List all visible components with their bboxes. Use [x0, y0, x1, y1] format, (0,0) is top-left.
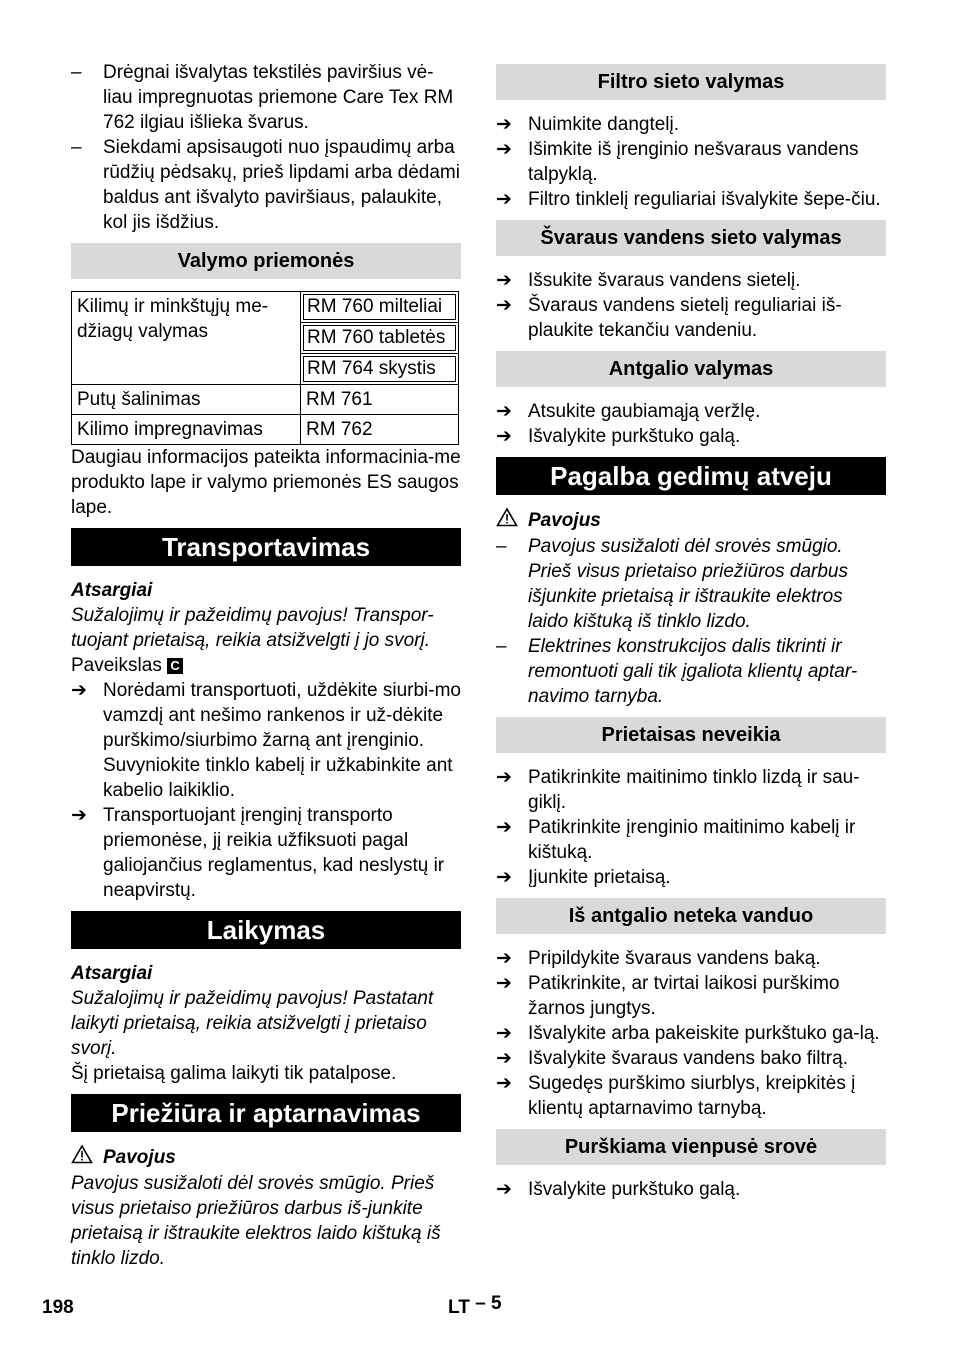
list-item [496, 1021, 886, 1046]
list-item-text: Transportuojant įrenginį transporto priemonėse, jį reikia užfiksuoti pagal galiojančius reglamentus, kad neslystų ir neapvirstų. [103, 805, 445, 901]
list-item [496, 765, 886, 815]
arrow-right-icon: ➔ [496, 295, 512, 316]
dash-marker: – [496, 536, 507, 557]
section-heading-transport: Transportavimas [71, 528, 461, 566]
list-item-text: Išimkite iš įrenginio nešvaraus vandens talpyklą. [528, 139, 859, 185]
table-cell [301, 292, 459, 323]
caution-text: Sužalojimų ir pažeidimų pavojus! Transpor-tuojant prietaisą, reikia atsižvelgti į jo svorį. [71, 605, 434, 651]
list-item-text: Išvalykite purkštuko galą. [528, 1179, 741, 1200]
danger-title: Pavojus [103, 1147, 176, 1168]
arrow-right-icon: ➔ [71, 680, 87, 701]
table-cell: RM 761 [301, 385, 459, 415]
list-item [496, 815, 886, 865]
table-cell: Kilimų ir minkštųjų me-džiagų valymas [72, 292, 301, 385]
arrow-right-icon: ➔ [496, 973, 512, 994]
caution-title: Atsargiai [71, 580, 153, 601]
section-heading-no-water: Iš antgalio neteka vanduo [496, 898, 886, 934]
list-item [71, 678, 461, 803]
table-cell-value: RM 764 skystis [303, 356, 456, 382]
section-heading-not-working: Prietaisas neveikia [496, 717, 886, 753]
arrow-right-icon: ➔ [496, 1073, 512, 1094]
list-item-text-wrapper [103, 678, 461, 803]
list-item-text: Išvalykite purkštuko galą. [528, 426, 741, 447]
list-item-text: Norėdami transportuoti, uždėkite siurbi-mo vamzdį ant nešimo rankenos ir už-dėkite purškimo/siurbimo žarną ant įrenginio. [103, 680, 461, 751]
section-heading-maintenance: Priežiūra ir aptarnavimas [71, 1094, 461, 1132]
list-item [496, 112, 886, 137]
list-item-text: Nuimkite dangtelį. [528, 114, 680, 135]
figure-label: Paveikslas [71, 655, 162, 676]
page-number: 198 [42, 1297, 74, 1318]
list-item-text: Švaraus vandens sietelį reguliariai iš-plaukite tekančiu vandeniu. [528, 295, 842, 341]
list-item-text: Išsukite švaraus vandens sietelį. [528, 270, 801, 291]
table-cell-value: RM 760 tabletės [303, 325, 456, 351]
list-item-text: Patikrinkite įrenginio maitinimo kabelį ir kištuką. [528, 817, 856, 863]
caution-text: Sužalojimų ir pažeidimų pavojus! Pastatant laikyti prietaisą, reikia atsižvelgti į prietaiso svorį. [71, 988, 434, 1059]
list-item [496, 293, 886, 343]
table-row [72, 415, 459, 445]
arrow-right-icon: ➔ [496, 1023, 512, 1044]
list-item-text: Išvalykite arba pakeiskite purkštuko ga-lą. [528, 1023, 880, 1044]
list-item-text: Patikrinkite maitinimo tinklo lizdą ir sau-giklį. [528, 767, 860, 813]
table-cell [301, 323, 459, 354]
section-heading-storage: Laikymas [71, 911, 461, 949]
arrow-right-icon: ➔ [496, 867, 512, 888]
list-item-text: Elektrines konstrukcijos dalis tikrinti ir remontuoti gali tik įgaliota klientų aptar-navimo tarnyba. [528, 636, 858, 707]
list-item-text: Pripildykite švaraus vandens baką. [528, 948, 821, 969]
caution-title: Atsargiai [71, 963, 153, 984]
section-heading-nozzle: Antgalio valymas [496, 351, 886, 387]
list-item-text: Siekdami apsisaugoti nuo įspaudimų arba rūdžių pėdsakų, prieš lipdami arba dėdami baldus ant išvalyto paviršiaus, palaukite, kol jis išdžius. [103, 137, 460, 233]
list-item-text: Sugedęs purškimo siurblys, kreipkitės į klientų aptarnavimo tarnybą. [528, 1073, 856, 1119]
dash-marker: – [71, 137, 82, 158]
table-cell-value: RM 760 milteliai [303, 294, 456, 320]
list-item [71, 135, 461, 235]
list-item [71, 60, 461, 135]
footer-language [448, 1293, 502, 1319]
list-item-text: Patikrinkite, ar tvirtai laikosi purškimo žarnos jungtys. [528, 973, 840, 1019]
section-heading-one-sided-spray: Purškiama vienpusė srovė [496, 1129, 886, 1165]
dash-marker: – [496, 636, 507, 657]
storage-note: Šį prietaisą galima laikyti tik patalpose. [71, 1063, 397, 1084]
arrow-right-icon: ➔ [496, 817, 512, 838]
list-item-text: Išvalykite švaraus vandens bako filtrą. [528, 1048, 848, 1069]
cleaning-agents-table [71, 291, 459, 445]
left-column [71, 60, 461, 1271]
arrow-right-icon: ➔ [496, 139, 512, 160]
arrow-right-icon: ➔ [496, 189, 512, 210]
list-item [496, 534, 886, 634]
list-item-text: Įjunkite prietaisą. [528, 867, 671, 888]
table-row [72, 292, 459, 323]
arrow-right-icon: ➔ [496, 1048, 512, 1069]
arrow-right-icon: ➔ [496, 1179, 512, 1200]
list-item-text: Drėgnai išvalytas tekstilės paviršius vė-liau impregnuotas priemone Care Tex RM 762 ilgiau išlieka švarus. [103, 62, 454, 133]
list-item-text: Filtro tinklelį reguliariai išvalykite šepe-čiu. [528, 189, 881, 210]
arrow-right-icon: ➔ [496, 270, 512, 291]
arrow-right-icon: ➔ [496, 948, 512, 969]
dash-marker: – [71, 62, 82, 83]
list-item [496, 268, 886, 293]
list-item [496, 1046, 886, 1071]
warning-triangle-icon [496, 507, 518, 534]
table-cell: Putų šalinimas [72, 385, 301, 415]
arrow-right-icon: ➔ [496, 401, 512, 422]
arrow-right-icon: ➔ [496, 767, 512, 788]
section-heading-troubleshooting: Pagalba gedimų atveju [496, 457, 886, 495]
list-item [496, 137, 886, 187]
danger-title: Pavojus [528, 510, 601, 531]
section-page: – 5 [475, 1293, 502, 1314]
list-item [496, 187, 886, 212]
list-item [496, 634, 886, 709]
table-cell: RM 762 [301, 415, 459, 445]
list-item-text: Atsukite gaubiamąją veržlę. [528, 401, 761, 422]
table-cell [301, 354, 459, 385]
figure-c-icon: C [167, 658, 183, 674]
list-item [496, 1071, 886, 1121]
list-item-text-extra: Suvyniokite tinklo kabelį ir užkabinkite ant kabelio laikiklio. [103, 755, 453, 801]
list-item [496, 865, 886, 890]
right-column [496, 60, 886, 1202]
list-item [496, 1177, 886, 1202]
arrow-right-icon: ➔ [496, 426, 512, 447]
section-heading-clean-water-filter: Švaraus vandens sieto valymas [496, 220, 886, 256]
list-item [496, 946, 886, 971]
list-item-text: Pavojus susižaloti dėl srovės smūgio. Prieš visus prietaiso priežiūros darbus išjunkite prietaisą ir ištraukite elektros laido kištuką iš tinklo lizdo. [528, 536, 848, 632]
danger-heading [496, 507, 886, 534]
warning-triangle-icon [71, 1144, 93, 1171]
table-cell: Kilimo impregnavimas [72, 415, 301, 445]
section-heading-cleaning-agents: Valymo priemonės [71, 243, 461, 279]
arrow-right-icon: ➔ [71, 805, 87, 826]
arrow-right-icon: ➔ [496, 114, 512, 135]
danger-text: Pavojus susižaloti dėl srovės smūgio. Prieš visus prietaiso priežiūros darbus iš-junkite prietaisą ir ištraukite elektros laido kištuką iš tinklo lizdo. [71, 1173, 441, 1269]
table-row [72, 385, 459, 415]
list-item [496, 399, 886, 424]
cleaning-note: Daugiau informacijos pateikta informacinia-me produkto lape ir valymo priemonės ES saugos lape. [71, 447, 461, 518]
danger-heading [71, 1144, 461, 1171]
language-code: LT [448, 1297, 470, 1318]
section-heading-filter: Filtro sieto valymas [496, 64, 886, 100]
list-item [496, 971, 886, 1021]
list-item [496, 424, 886, 449]
figure-reference [71, 653, 461, 678]
list-item [71, 803, 461, 903]
